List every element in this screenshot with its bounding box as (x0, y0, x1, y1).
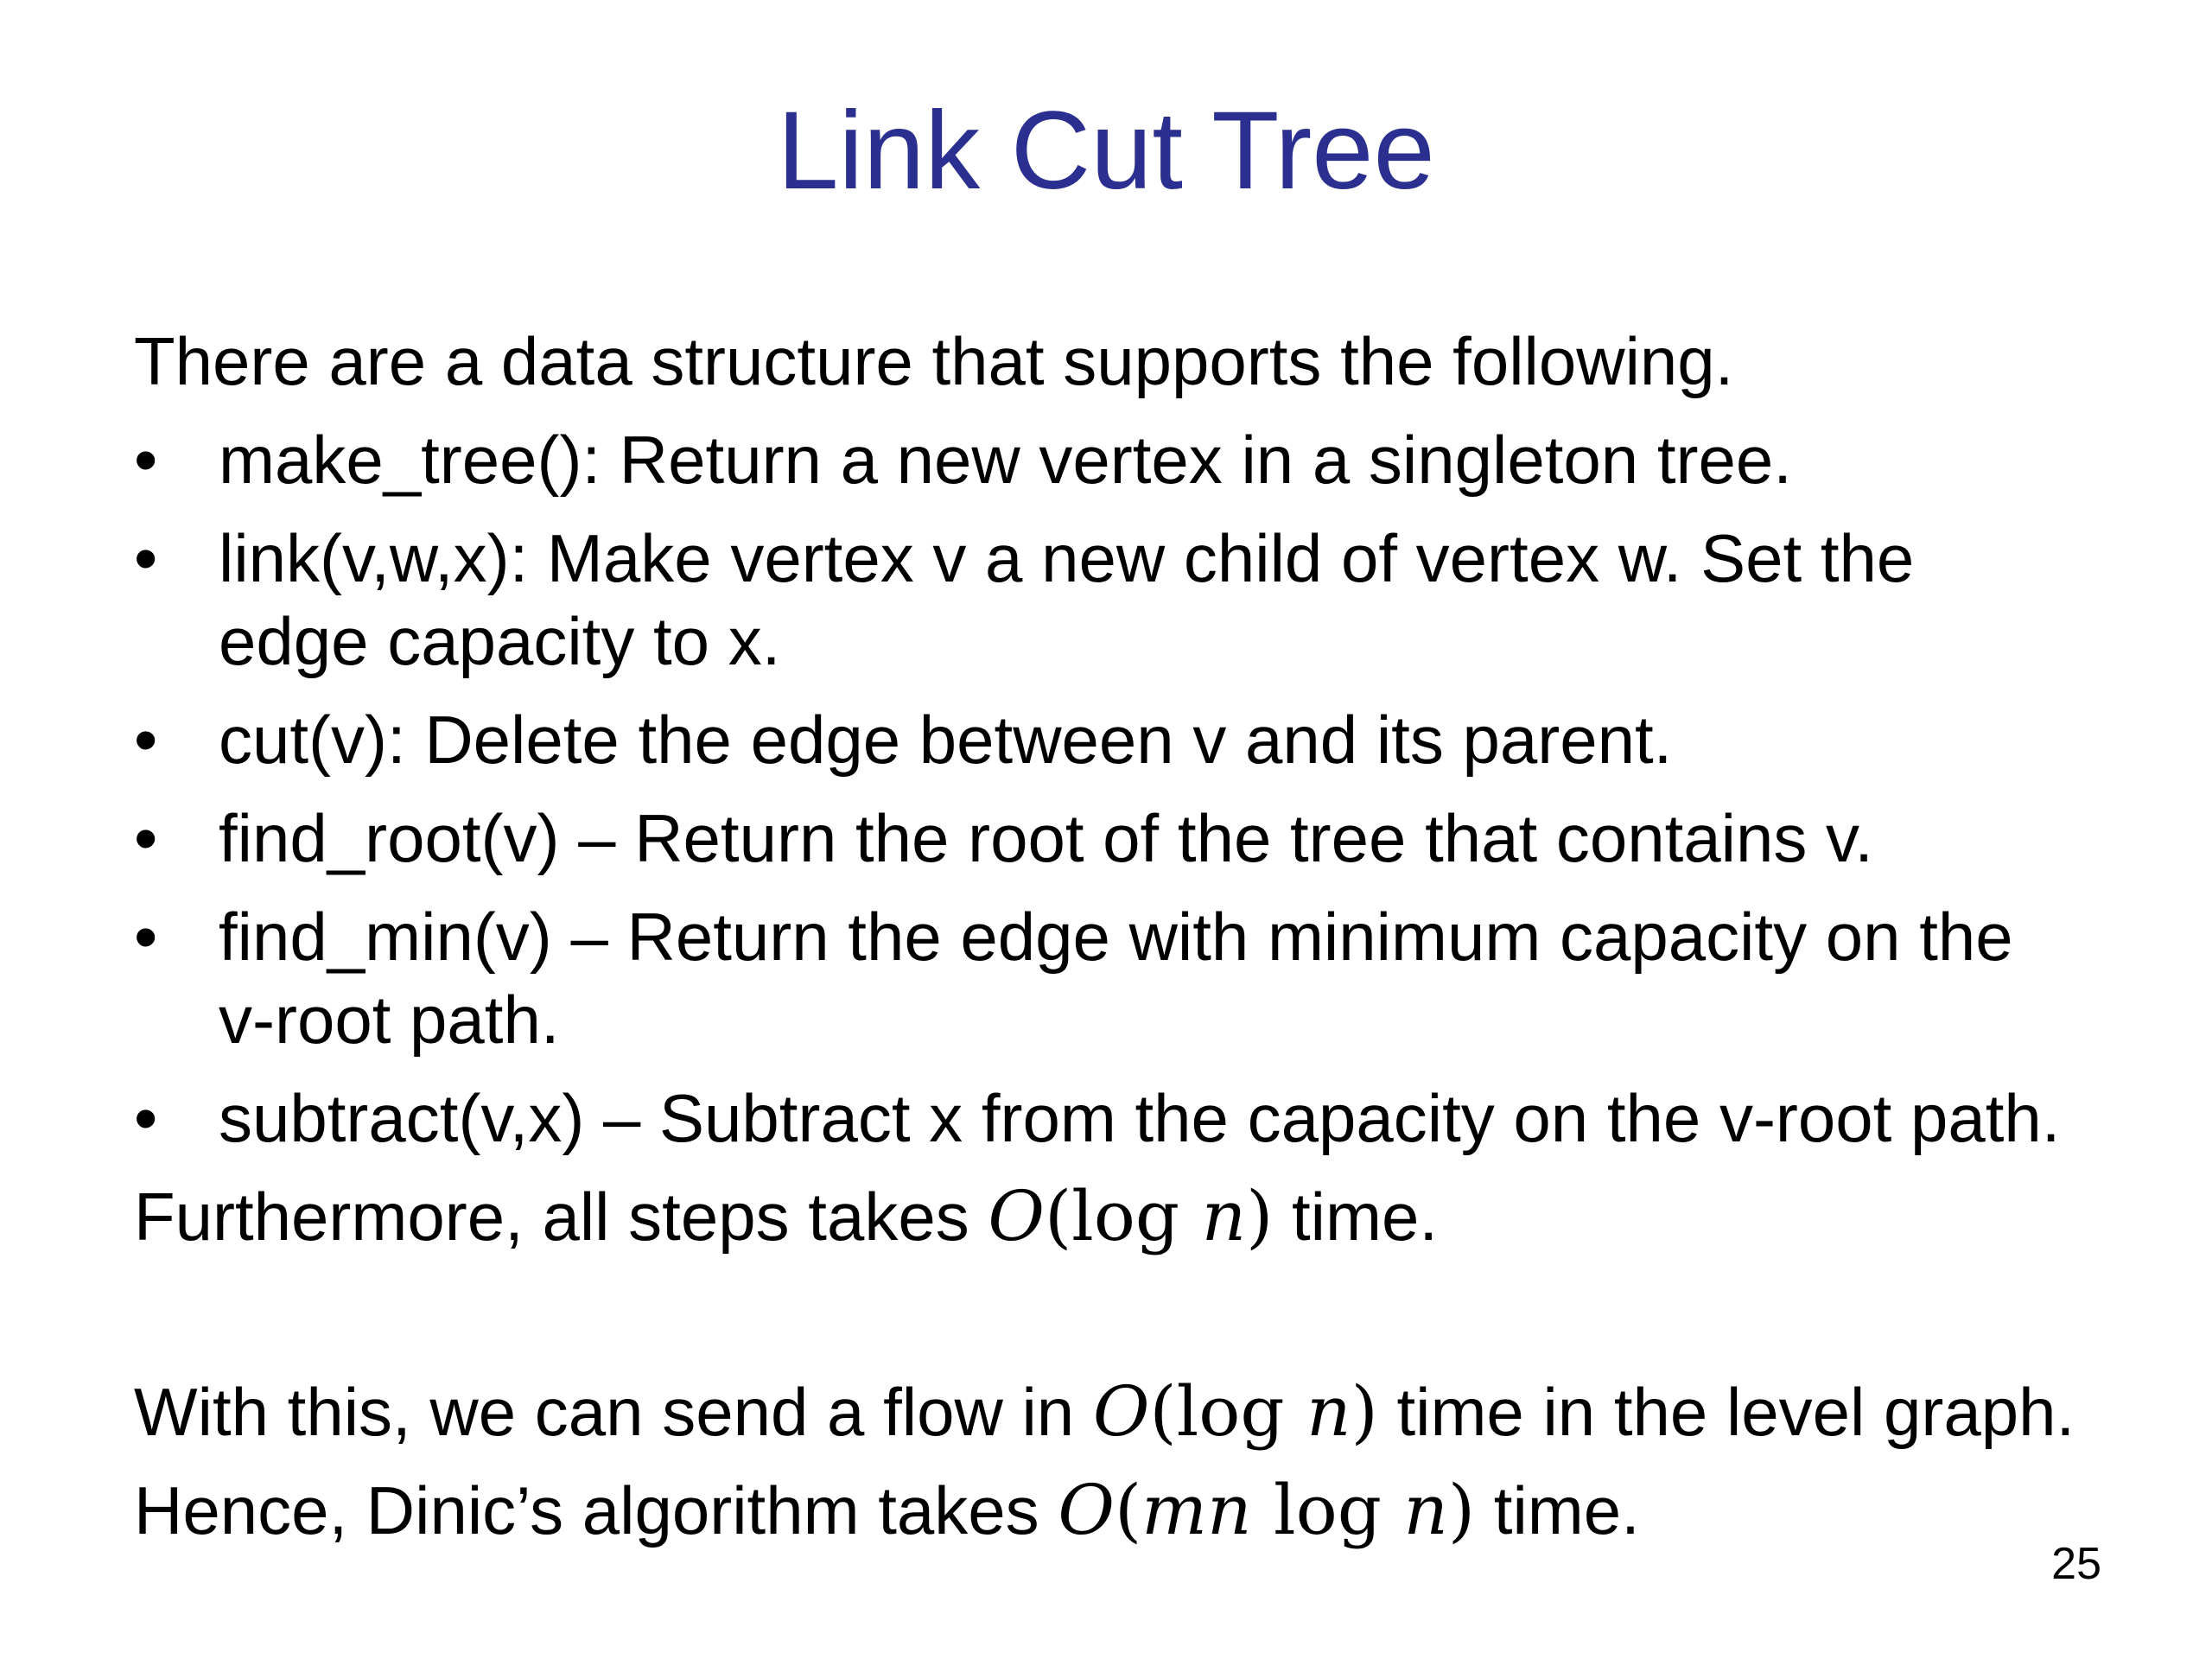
dinic-suffix: time. (1475, 1472, 1640, 1548)
slide-title: Link Cut Tree (777, 89, 1435, 213)
formula-close: ) (1351, 1371, 1378, 1452)
bullet-icon: • (134, 1080, 158, 1156)
flow-suffix: time in the level graph. (1377, 1374, 2075, 1450)
flow-statement (134, 1370, 2121, 1453)
flow-text: With this, we can send a flow in (134, 1374, 1093, 1450)
formula-log: (log (1149, 1371, 1307, 1452)
list-item (134, 1077, 2121, 1160)
formula-close: ) (1246, 1176, 1274, 1256)
dinic-text: Hence, Dinic’s algorithm takes (134, 1472, 1058, 1548)
list-item-continuation: edge capacity to x. (219, 603, 781, 679)
list-item-text: make_tree(): Return a new vertex in a singleton tree. (219, 422, 1792, 498)
complexity-statement (134, 1175, 2121, 1258)
bullet-icon: • (134, 422, 158, 498)
list-item-text: cut(v): Delete the edge between v and its parent. (219, 702, 1673, 778)
complexity-text: Furthermore, all steps takes (134, 1179, 988, 1255)
bullet-icon: • (134, 702, 158, 778)
formula-mn: mn (1141, 1470, 1252, 1550)
formula-big-o: O (988, 1176, 1045, 1256)
bullet-icon: • (134, 800, 158, 876)
formula-log: (log (1044, 1176, 1202, 1256)
list-item-text: subtract(v,x) – Subtract x from the capacity on the v-root path. (219, 1080, 2061, 1156)
complexity-formula (988, 1176, 1273, 1256)
page-number: 25 (2051, 1539, 2101, 1589)
formula-log: log (1251, 1470, 1404, 1550)
list-item (134, 895, 2121, 1061)
formula-n: n (1306, 1371, 1351, 1452)
formula-n: n (1201, 1176, 1247, 1256)
slide-content (134, 320, 2121, 1552)
list-item-text: find_min(v) – Return the edge with minimum capacity on the (219, 899, 2013, 975)
intro-text: There are a data structure that supports the following. (134, 323, 1734, 399)
spacer (134, 1258, 2121, 1370)
formula-n: n (1403, 1470, 1448, 1550)
bullet-icon: • (134, 899, 158, 975)
formula-big-o: O (1058, 1470, 1115, 1550)
formula-open: ( (1114, 1470, 1142, 1550)
list-item (134, 517, 2121, 683)
list-item-text: find_root(v) – Return the root of the tree that contains v. (219, 800, 1873, 876)
list-item (134, 797, 2121, 880)
list-item (134, 698, 2121, 781)
bullet-icon: • (134, 520, 158, 596)
complexity-suffix: time. (1273, 1179, 1439, 1255)
list-item-continuation: v-root path. (219, 982, 560, 1058)
list-item-text: link(v,w,x): Make vertex v a new child of vertex w. Set the (219, 520, 1915, 596)
list-item (134, 418, 2121, 501)
dinic-statement (134, 1469, 2121, 1552)
flow-formula (1093, 1371, 1378, 1452)
dinic-formula (1058, 1470, 1475, 1550)
formula-close: ) (1447, 1470, 1476, 1550)
operations-list (134, 418, 2121, 1160)
formula-big-o: O (1092, 1371, 1150, 1452)
